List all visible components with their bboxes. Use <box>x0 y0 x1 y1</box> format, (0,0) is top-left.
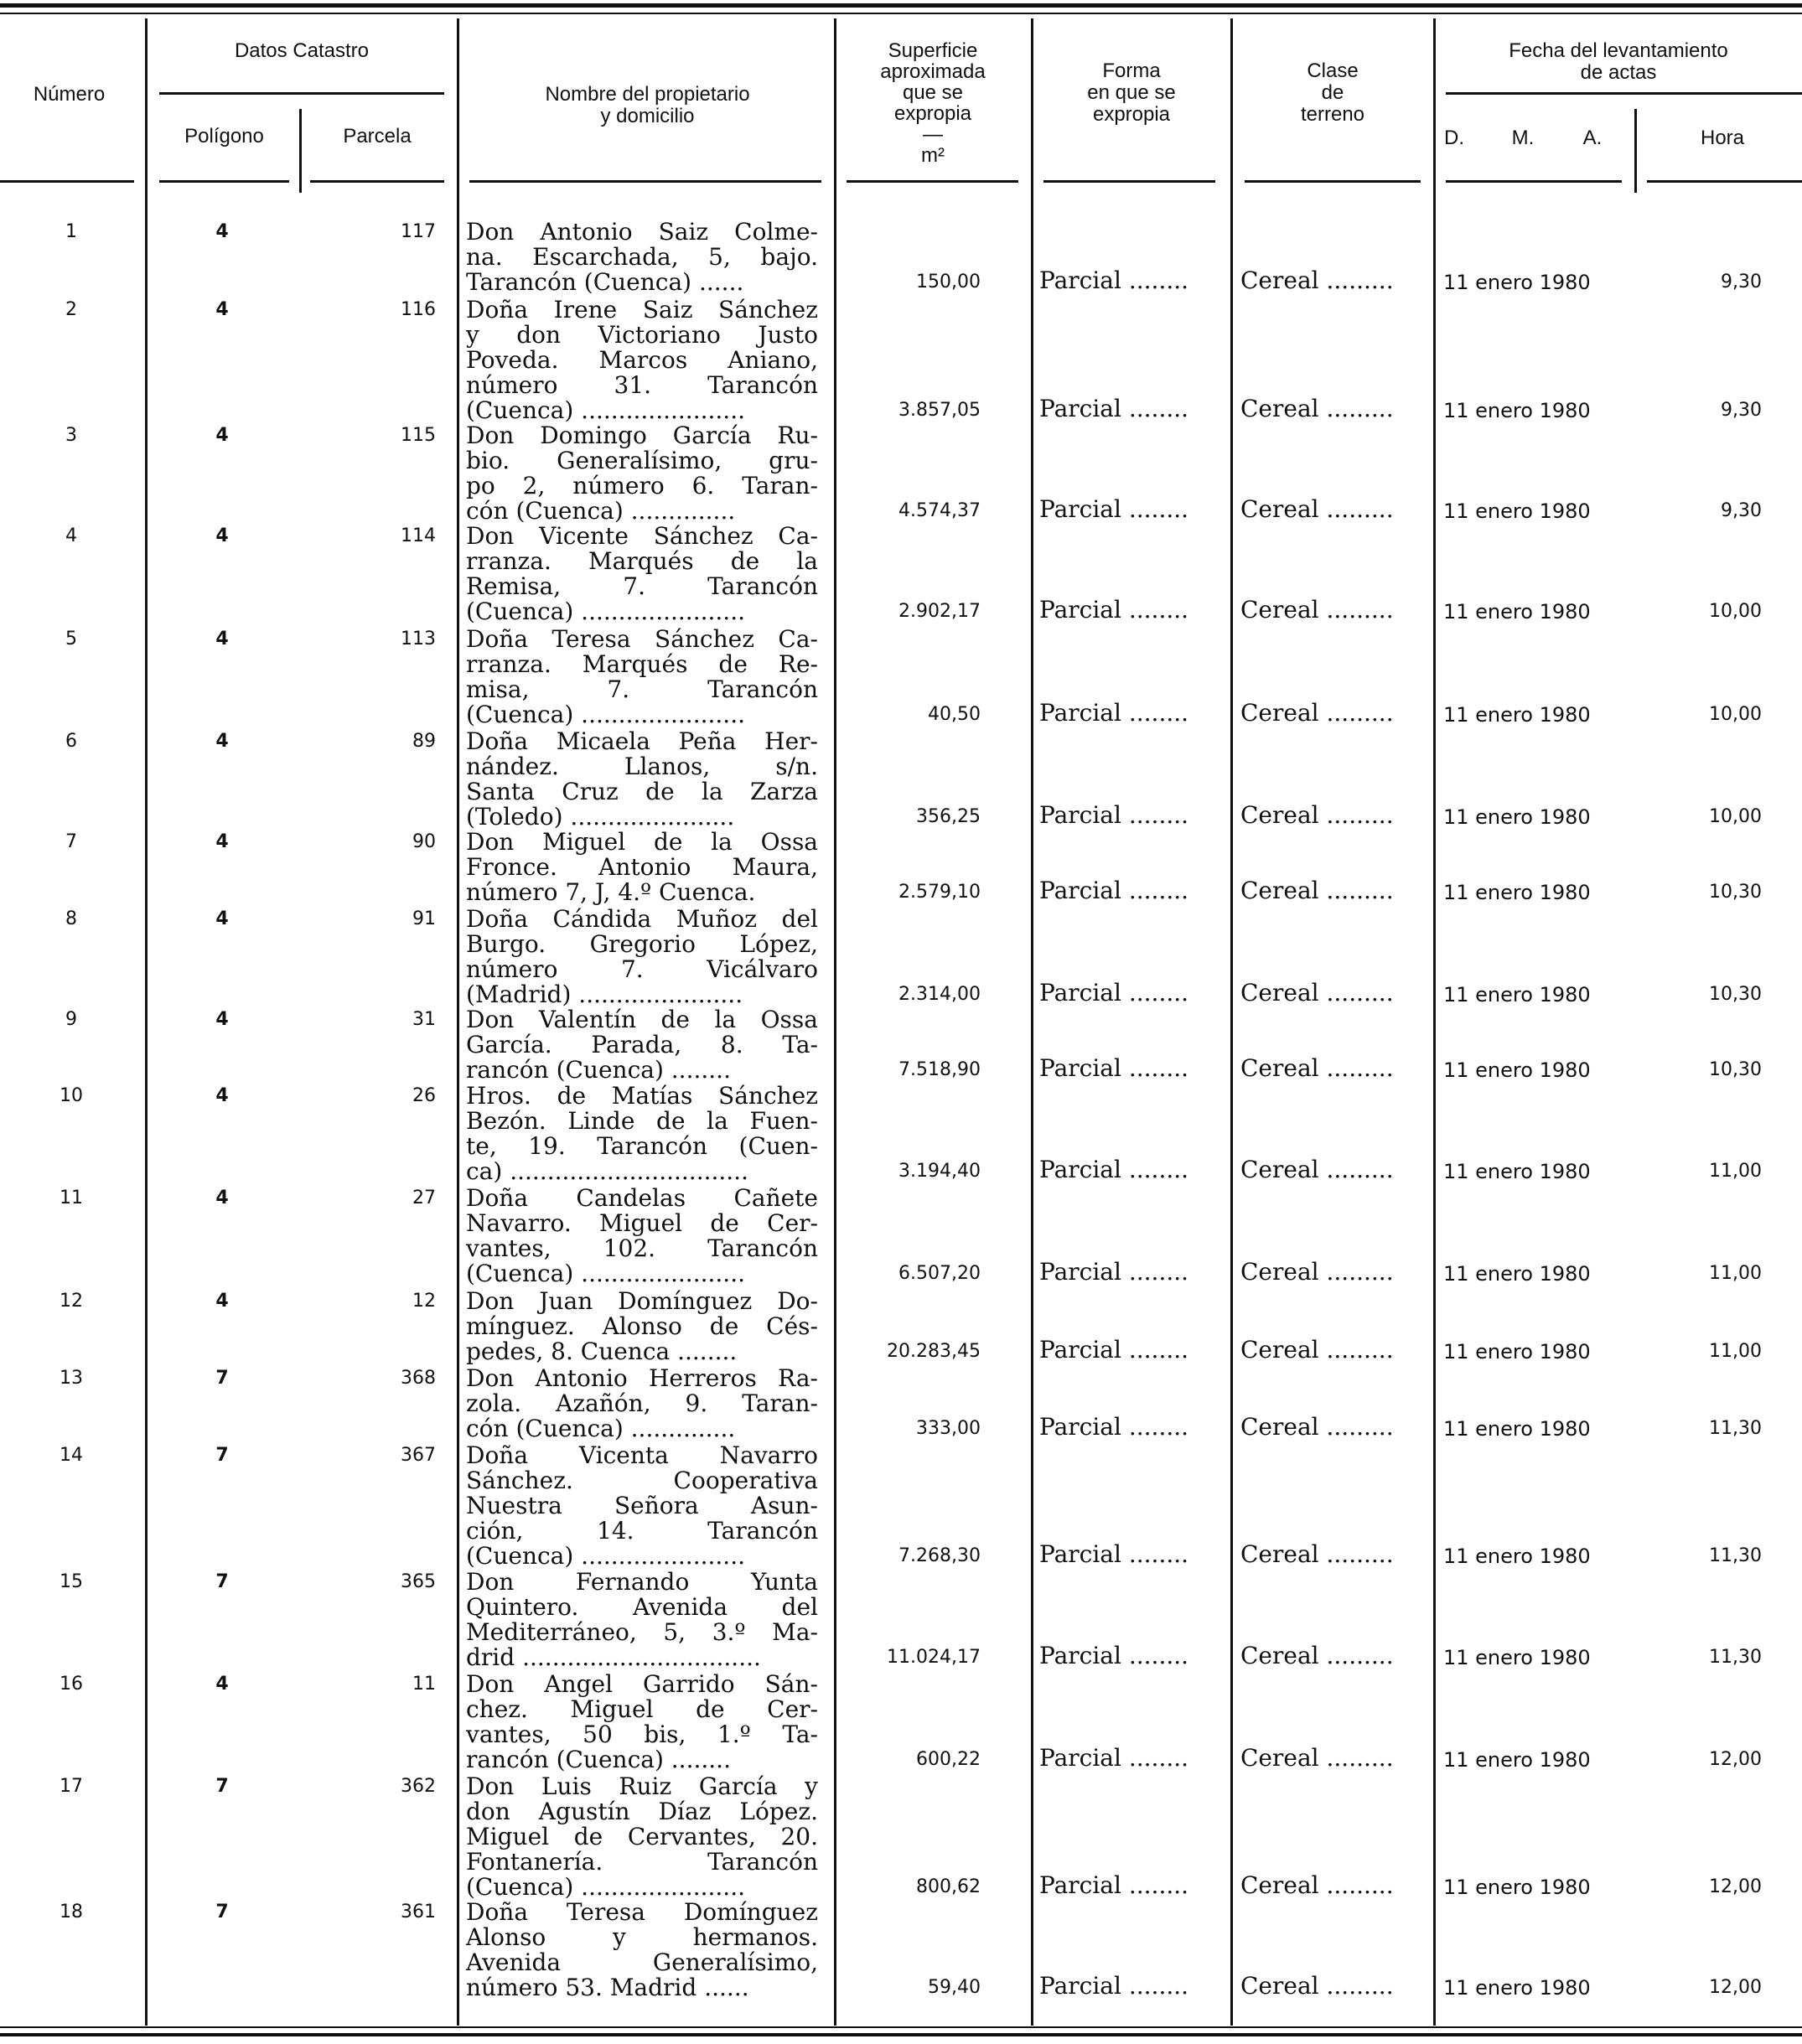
row-parcela: 31 <box>412 1009 436 1030</box>
row-hora: 11,00 <box>1709 1161 1762 1182</box>
owner-line: te, 19. Tarancón (Cuen- <box>466 1132 818 1160</box>
row-owner <box>466 830 818 905</box>
row-number: 14 <box>60 1445 83 1466</box>
owner-line: Bezón. Linde de la Fuen- <box>466 1107 818 1135</box>
row-clase: Cereal ......... <box>1240 596 1394 624</box>
row-number: 15 <box>60 1571 83 1592</box>
row-parcela: 117 <box>401 221 436 242</box>
owner-line: Don Fernando Yunta <box>466 1568 818 1596</box>
row-parcela: 89 <box>412 731 436 752</box>
row-poligono: 4 <box>215 1674 229 1695</box>
row-hora: 10,30 <box>1709 1059 1762 1080</box>
row-fecha: 11 enero 1980 <box>1443 703 1591 727</box>
header-superficie: Superficie aproximada que se expropia — m² <box>880 39 986 167</box>
row-poligono: 4 <box>215 425 229 446</box>
row-hora: 12,00 <box>1709 1749 1762 1770</box>
owner-line: Tarancón (Cuenca) ...... <box>466 268 744 296</box>
owner-line: rranza. Marqués de la <box>466 547 818 575</box>
row-forma: Parcial ........ <box>1039 1871 1189 1899</box>
row-fecha: 11 enero 1980 <box>1443 1876 1591 1899</box>
owner-line: Doña Vicenta Navarro <box>466 1441 818 1469</box>
owner-line: don Agustín Díaz López. <box>466 1798 818 1825</box>
row-parcela: 368 <box>401 1368 436 1389</box>
owner-line: Avenida Generalísimo, <box>466 1948 818 1976</box>
row-poligono: 4 <box>215 1188 229 1208</box>
row-superficie: 2.902,17 <box>898 601 981 622</box>
row-poligono: 4 <box>215 908 229 929</box>
row-fecha: 11 enero 1980 <box>1443 1646 1591 1669</box>
row-number: 5 <box>65 629 77 649</box>
header-bottom-rule <box>1446 180 1622 183</box>
header-hora: Hora <box>1700 127 1745 149</box>
owner-line: número 7, J, 4.º Cuenca. <box>466 878 756 906</box>
row-forma: Parcial ........ <box>1039 266 1189 294</box>
row-parcela: 362 <box>401 1776 436 1797</box>
row-forma: Parcial ........ <box>1039 395 1189 422</box>
row-poligono: 4 <box>215 731 229 752</box>
owner-line: rancón (Cuenca) ........ <box>466 1056 731 1084</box>
header-bottom-rule <box>159 180 289 183</box>
row-poligono: 4 <box>215 525 229 546</box>
row-fecha: 11 enero 1980 <box>1443 600 1591 624</box>
row-fecha: 11 enero 1980 <box>1443 271 1591 294</box>
owner-line: número 31. Tarancón <box>466 371 818 399</box>
owner-line: Navarro. Miguel de Cer- <box>466 1209 818 1237</box>
row-forma: Parcial ........ <box>1039 801 1189 829</box>
row-superficie: 7.268,30 <box>898 1545 981 1566</box>
row-clase: Cereal ......... <box>1240 1744 1394 1772</box>
row-forma: Parcial ........ <box>1039 1258 1189 1286</box>
row-number: 2 <box>65 299 77 320</box>
row-superficie: 2.314,00 <box>898 984 981 1005</box>
row-fecha: 11 enero 1980 <box>1443 499 1591 523</box>
row-superficie: 150,00 <box>916 272 981 292</box>
row-parcela: 361 <box>401 1902 436 1922</box>
row-parcela: 26 <box>412 1085 436 1106</box>
col-divider <box>1031 18 1033 2026</box>
owner-line: Don Vicente Sánchez Ca- <box>466 522 818 550</box>
row-number: 12 <box>60 1291 83 1312</box>
row-parcela: 367 <box>401 1445 436 1466</box>
owner-line: (Cuenca) ...................... <box>466 701 745 728</box>
owner-line: Doña Irene Saiz Sánchez <box>466 296 818 323</box>
owner-line: na. Escarchada, 5, bajo. <box>466 243 818 271</box>
row-number: 6 <box>65 731 77 752</box>
top-rule-thick <box>0 3 1802 8</box>
owner-line: (Cuenca) ...................... <box>466 1542 745 1570</box>
row-clase: Cereal ......... <box>1240 699 1394 727</box>
row-hora: 10,00 <box>1709 806 1762 827</box>
owner-line: Nuestra Señora Asun- <box>466 1492 818 1519</box>
row-number: 8 <box>65 908 77 929</box>
row-fecha: 11 enero 1980 <box>1443 1976 1591 2000</box>
row-fecha: 11 enero 1980 <box>1443 399 1591 422</box>
owner-line: Don Domingo García Ru- <box>466 422 818 449</box>
row-owner <box>466 1186 818 1286</box>
row-poligono: 4 <box>215 1009 229 1030</box>
row-forma: Parcial ........ <box>1039 1054 1189 1082</box>
owner-line: Remisa, 7. Tarancón <box>466 572 818 600</box>
row-forma: Parcial ........ <box>1039 1744 1189 1772</box>
row-clase: Cereal ......... <box>1240 801 1394 829</box>
header-bottom-rule <box>469 180 821 183</box>
owner-line: Doña Cándida Muñoz del <box>466 905 818 933</box>
row-parcela: 90 <box>412 831 436 852</box>
row-hora: 11,00 <box>1709 1263 1762 1284</box>
row-forma: Parcial ........ <box>1039 596 1189 624</box>
header-fecha: Fecha del levantamiento de actas <box>1509 39 1728 84</box>
header-d: D. <box>1444 127 1464 149</box>
owner-line: García. Parada, 8. Ta- <box>466 1031 818 1058</box>
owner-line: Burgo. Gregorio López, <box>466 930 818 958</box>
header-numero: Número <box>33 83 106 106</box>
owner-line: Hros. de Matías Sánchez <box>466 1082 818 1110</box>
row-fecha: 11 enero 1980 <box>1443 1748 1591 1772</box>
row-forma: Parcial ........ <box>1039 877 1189 904</box>
header-bottom-rule <box>1245 180 1421 183</box>
owner-line: bio. Generalísimo, gru- <box>466 447 818 474</box>
col-divider-sub <box>299 109 302 193</box>
col-divider <box>1433 18 1436 2026</box>
header-bottom-rule <box>1043 180 1215 183</box>
owner-line: Miguel de Cervantes, 20. <box>466 1823 818 1850</box>
owner-line: Quintero. Avenida del <box>466 1593 818 1621</box>
row-number: 1 <box>65 221 77 242</box>
row-poligono: 7 <box>215 1902 229 1922</box>
owner-line: Fontanería. Tarancón <box>466 1848 818 1876</box>
row-hora: 12,00 <box>1709 1876 1762 1897</box>
row-fecha: 11 enero 1980 <box>1443 1160 1591 1183</box>
owner-line: chez. Miguel de Cer- <box>466 1695 818 1723</box>
row-superficie: 3.857,05 <box>898 400 981 421</box>
row-parcela: 116 <box>401 299 436 320</box>
owner-line: Sánchez. Cooperativa <box>466 1467 818 1494</box>
row-owner <box>466 1443 818 1569</box>
row-clase: Cereal ......... <box>1240 1258 1394 1286</box>
row-clase: Cereal ......... <box>1240 1642 1394 1669</box>
owner-line: rancón (Cuenca) ........ <box>466 1746 731 1773</box>
row-forma: Parcial ........ <box>1039 1336 1189 1364</box>
owner-line: Doña Candelas Cañete <box>466 1184 818 1212</box>
row-hora: 10,00 <box>1709 704 1762 725</box>
row-hora: 11,30 <box>1709 1418 1762 1439</box>
owner-line: y don Victoriano Justo <box>466 321 818 349</box>
owner-line: ca) ................................ <box>466 1157 749 1185</box>
owner-line: rranza. Marqués de Re- <box>466 650 818 678</box>
row-owner <box>466 298 818 423</box>
col-divider <box>1230 18 1233 2026</box>
row-owner <box>466 220 818 295</box>
owner-line: (Cuenca) ...................... <box>466 598 745 625</box>
row-owner <box>466 1672 818 1772</box>
row-number: 4 <box>65 525 77 546</box>
owner-line: Don Antonio Herreros Ra- <box>466 1364 818 1392</box>
row-forma: Parcial ........ <box>1039 1642 1189 1669</box>
row-owner <box>466 907 818 1007</box>
header-forma: Forma en que se expropia <box>1087 60 1176 126</box>
top-rule-thin <box>0 13 1802 14</box>
header-bottom-rule <box>847 180 1018 183</box>
col-divider <box>457 18 459 2026</box>
row-fecha: 11 enero 1980 <box>1443 881 1591 904</box>
row-hora: 10,30 <box>1709 882 1762 903</box>
row-parcela: 12 <box>412 1291 436 1312</box>
row-fecha: 11 enero 1980 <box>1443 1340 1591 1364</box>
row-owner <box>466 1084 818 1184</box>
owner-line: número 53. Madrid ...... <box>466 1974 749 2001</box>
row-parcela: 113 <box>401 629 436 649</box>
row-superficie: 333,00 <box>916 1418 981 1439</box>
header-m: M. <box>1511 127 1535 149</box>
col-divider <box>145 18 148 2026</box>
row-parcela: 91 <box>412 908 436 929</box>
row-poligono: 4 <box>215 1085 229 1106</box>
header-bottom-rule <box>0 180 134 183</box>
owner-line: (Toledo) ...................... <box>466 803 735 831</box>
row-fecha: 11 enero 1980 <box>1443 1417 1591 1441</box>
row-clase: Cereal ......... <box>1240 1336 1394 1364</box>
row-clase: Cereal ......... <box>1240 1054 1394 1082</box>
row-hora: 9,30 <box>1721 400 1762 421</box>
row-poligono: 7 <box>215 1368 229 1389</box>
row-number: 18 <box>60 1902 83 1922</box>
row-superficie: 7.518,90 <box>898 1059 981 1080</box>
owner-line: drid ................................ <box>466 1643 761 1671</box>
row-clase: Cereal ......... <box>1240 1972 1394 2000</box>
owner-line: Alonso y hermanos. <box>466 1923 818 1951</box>
row-parcela: 115 <box>401 425 436 446</box>
row-number: 10 <box>60 1085 83 1106</box>
row-superficie: 3.194,40 <box>898 1161 981 1182</box>
owner-line: Doña Teresa Domínguez <box>466 1898 818 1926</box>
header-a: A. <box>1582 127 1603 149</box>
row-forma: Parcial ........ <box>1039 1540 1189 1568</box>
row-number: 16 <box>60 1674 83 1695</box>
header-bottom-rule <box>310 180 444 183</box>
row-hora: 11,30 <box>1709 1647 1762 1668</box>
row-poligono: 7 <box>215 1776 229 1797</box>
row-superficie: 11.024,17 <box>887 1647 981 1668</box>
row-poligono: 4 <box>215 629 229 649</box>
owner-line: po 2, número 6. Taran- <box>466 472 818 499</box>
row-clase: Cereal ......... <box>1240 1413 1394 1441</box>
owner-line: Santa Cruz de la Zarza <box>466 778 818 805</box>
header-parcela: Parcela <box>343 125 412 147</box>
owner-line: Don Luis Ruiz García y <box>466 1772 818 1800</box>
row-parcela: 365 <box>401 1571 436 1592</box>
row-hora: 11,30 <box>1709 1545 1762 1566</box>
row-superficie: 600,22 <box>916 1749 981 1770</box>
row-forma: Parcial ........ <box>1039 1972 1189 2000</box>
row-poligono: 4 <box>215 831 229 852</box>
row-owner <box>466 524 818 624</box>
row-hora: 10,30 <box>1709 984 1762 1005</box>
row-superficie: 4.574,37 <box>898 500 981 521</box>
owner-line: zola. Azañón, 9. Taran- <box>466 1389 818 1417</box>
row-number: 7 <box>65 831 77 852</box>
row-fecha: 11 enero 1980 <box>1443 1262 1591 1286</box>
owner-line: Doña Teresa Sánchez Ca- <box>466 625 818 653</box>
row-owner <box>466 1289 818 1364</box>
row-superficie: 356,25 <box>916 806 981 827</box>
row-clase: Cereal ......... <box>1240 266 1394 294</box>
owner-line: Doña Micaela Peña Her- <box>466 727 818 755</box>
row-number: 11 <box>60 1188 83 1208</box>
header-subrule <box>159 92 444 95</box>
row-hora: 9,30 <box>1721 272 1762 292</box>
owner-line: cón (Cuenca) .............. <box>466 497 736 525</box>
row-poligono: 7 <box>215 1445 229 1466</box>
row-superficie: 6.507,20 <box>898 1263 981 1284</box>
owner-line: Poveda. Marcos Aniano, <box>466 346 818 374</box>
owner-line: nández. Llanos, s/n. <box>466 753 818 780</box>
row-number: 13 <box>60 1368 83 1389</box>
row-poligono: 4 <box>215 299 229 320</box>
header-propietario: Nombre del propietario y domicilio <box>545 83 750 127</box>
owner-line: Fronce. Antonio Maura, <box>466 853 818 881</box>
row-clase: Cereal ......... <box>1240 979 1394 1006</box>
row-poligono: 7 <box>215 1571 229 1592</box>
row-clase: Cereal ......... <box>1240 1540 1394 1568</box>
owner-line: mínguez. Alonso de Cés- <box>466 1312 818 1340</box>
row-poligono: 4 <box>215 1291 229 1312</box>
row-fecha: 11 enero 1980 <box>1443 805 1591 829</box>
row-clase: Cereal ......... <box>1240 1156 1394 1183</box>
row-parcela: 11 <box>412 1674 436 1695</box>
header-datos-catastro: Datos Catastro <box>234 39 370 62</box>
row-clase: Cereal ......... <box>1240 395 1394 422</box>
row-forma: Parcial ........ <box>1039 495 1189 523</box>
owner-line: Don Valentín de la Ossa <box>466 1006 818 1033</box>
owner-line: misa, 7. Tarancón <box>466 675 818 703</box>
row-owner <box>466 1900 818 2000</box>
row-superficie: 2.579,10 <box>898 882 981 903</box>
row-superficie: 59,40 <box>928 1977 981 1998</box>
owner-line: número 7. Vicálvaro <box>466 955 818 983</box>
row-superficie: 40,50 <box>928 704 981 725</box>
col-divider <box>834 18 836 2026</box>
owner-line: ción, 14. Tarancón <box>466 1517 818 1545</box>
header-poligono: Polígono <box>184 125 264 147</box>
owner-line: cón (Cuenca) .............. <box>466 1415 736 1442</box>
bottom-rule-thick <box>0 2033 1802 2036</box>
owner-line: Don Miguel de la Ossa <box>466 828 818 856</box>
row-owner <box>466 729 818 830</box>
bottom-rule-thin <box>0 2026 1802 2028</box>
owner-line: Don Juan Domínguez Do- <box>466 1287 818 1315</box>
row-superficie: 20.283,45 <box>887 1341 981 1362</box>
owner-line: pedes, 8. Cuenca ........ <box>466 1338 738 1365</box>
row-number: 17 <box>60 1776 83 1797</box>
owner-line: vantes, 50 bis, 1.º Ta- <box>466 1721 818 1748</box>
row-forma: Parcial ........ <box>1039 1156 1189 1183</box>
row-clase: Cereal ......... <box>1240 495 1394 523</box>
row-owner <box>466 1570 818 1670</box>
row-owner <box>466 1007 818 1083</box>
row-poligono: 4 <box>215 221 229 242</box>
row-hora: 12,00 <box>1709 1977 1762 1998</box>
row-fecha: 11 enero 1980 <box>1443 1545 1591 1568</box>
header-clase: Clase de terreno <box>1300 60 1365 126</box>
row-forma: Parcial ........ <box>1039 699 1189 727</box>
row-parcela: 27 <box>412 1188 436 1208</box>
owner-line: Don Angel Garrido Sán- <box>466 1670 818 1698</box>
header-subrule <box>1446 92 1802 95</box>
row-hora: 9,30 <box>1721 500 1762 521</box>
row-fecha: 11 enero 1980 <box>1443 983 1591 1006</box>
owner-line: (Cuenca) ...................... <box>466 396 745 424</box>
owner-line: vantes, 102. Tarancón <box>466 1234 818 1262</box>
owner-line: Mediterráneo, 5, 3.º Ma- <box>466 1618 818 1646</box>
header-bottom-rule <box>1647 180 1802 183</box>
row-parcela: 114 <box>401 525 436 546</box>
owner-line: (Madrid) ...................... <box>466 981 743 1008</box>
row-forma: Parcial ........ <box>1039 1413 1189 1441</box>
row-owner <box>466 627 818 727</box>
col-divider-sub <box>1634 109 1637 193</box>
row-fecha: 11 enero 1980 <box>1443 1058 1591 1082</box>
row-number: 3 <box>65 425 77 446</box>
owner-line: Don Antonio Saiz Colme- <box>466 218 818 246</box>
row-clase: Cereal ......... <box>1240 877 1394 904</box>
row-hora: 10,00 <box>1709 601 1762 622</box>
row-number: 9 <box>65 1009 77 1030</box>
row-owner <box>466 1774 818 1900</box>
row-owner <box>466 1366 818 1441</box>
owner-line: (Cuenca) ...................... <box>466 1873 745 1901</box>
owner-line: (Cuenca) ...................... <box>466 1260 745 1287</box>
row-clase: Cereal ......... <box>1240 1871 1394 1899</box>
row-owner <box>466 423 818 524</box>
row-hora: 11,00 <box>1709 1341 1762 1362</box>
row-superficie: 800,62 <box>916 1876 981 1897</box>
row-forma: Parcial ........ <box>1039 979 1189 1006</box>
